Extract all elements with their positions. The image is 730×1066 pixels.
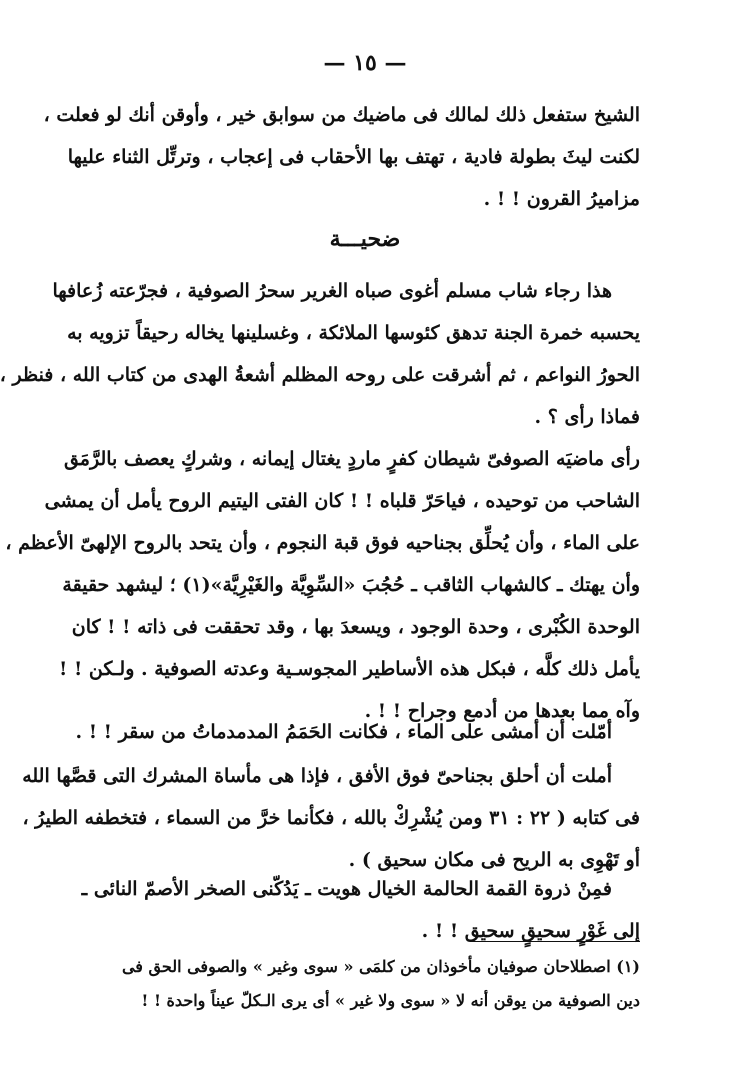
text-line: رأى ماضيَه الصوفىّ شيطان كفرٍ ماردٍ يغتال إيمانه ، وشركٍ يعصف بالرَّمَق bbox=[63, 448, 640, 470]
text-line: يحسبه خمرة الجنة تدهق كئوسها الملائكة ، وغسلينها يخاله رحيقاً تزويه به bbox=[67, 322, 640, 344]
text-line: هذا رجاء شاب مسلم أغوى صباه الغرير سحرُ الصوفية ، فجرّعته زُعافها bbox=[52, 280, 612, 302]
footnotes bbox=[60, 950, 640, 1018]
footnote-line: (١) اصطلاحان صوفيان مأخوذان من كلمَى « سوى وغير » والصوفى الحق فى bbox=[121, 957, 640, 976]
text-line: وأن يهتك ـ كالشهاب الثاقب ـ حُجُبَ «السِّوِيَّة والغَيْرِيَّة»(١) ؛ ليشهد حقيقة bbox=[62, 574, 640, 596]
text-line: أملت أن أحلق بجناحىّ فوق الأفق ، فإذا هى مأساة المشرك التى قصَّها الله bbox=[22, 765, 612, 787]
text-line: يأمل ذلك كلَّه ، فبكل هذه الأساطير المجوسـية وعدته الصوفية . ولـكن ! ! bbox=[58, 658, 640, 680]
text-line: الحورُ النواعم ، ثم أشرقت على روحه المظلم أشعةُ الهدى من كتاب الله ، فنظر ، bbox=[0, 364, 640, 386]
intro-paragraph bbox=[43, 94, 640, 220]
text-line: وآه مما بعدها من أدمع وجراح ! ! . bbox=[364, 700, 640, 722]
text-line: فى كتابه ( ٢٢ : ٣١ ومن يُشْرِكْ بالله ، فكأنما خرَّ من السماء ، فتخطفه الطيرُ ، bbox=[22, 807, 640, 829]
text-line: أمّلت أن أمشى على الماء ، فكانت الحَمَمُ المدمدماتُ من سقر ! ! . bbox=[75, 721, 612, 743]
text-line: لكنت ليثَ بطولة فادية ، تهتف بها الأحقاب فى إعجاب ، وترتِّل الثناء عليها bbox=[67, 146, 640, 168]
text-line: فمِنْ ذروة القمة الحالمة الخيال هويت ـ يَدُكّنى الصخر الأصمّ النائى ـ bbox=[81, 878, 612, 900]
text-line: على الماء ، وأن يُحلِّق بجناحيه فوق قبة النجوم ، وأن يتحد بالروح الإلهىّ الأعظم ، bbox=[5, 532, 640, 554]
paragraph-3 bbox=[75, 711, 640, 753]
text-line: الشيخ ستفعل ذلك لمالك فى ماضيك من سوابق خير ، وأوقن أنك لو فعلت ، bbox=[43, 104, 640, 126]
text-line: إلى غَوْرٍ سحيقٍ سحيق ! ! . bbox=[421, 920, 640, 942]
footnote-divider bbox=[470, 941, 640, 942]
section-title: ضحيـــة bbox=[329, 226, 401, 252]
paragraph-1 bbox=[0, 270, 640, 438]
paragraph-5 bbox=[80, 868, 640, 952]
text-line: أو تَهْوِى به الريح فى مكان سحيق ) . bbox=[348, 849, 640, 871]
paragraph-4 bbox=[22, 755, 640, 881]
page-number: — ١٥ — bbox=[323, 50, 407, 76]
text-line: الشاحب من توحيده ، فياحَرّ قلباه ! ! كان الفتى اليتيم الروح يأمل أن يمشى bbox=[44, 490, 640, 512]
text-line: الوحدة الكُبْرى ، وحدة الوجود ، ويسعدَ بها ، وقد تحققت فى ذاته ! ! كان bbox=[71, 616, 640, 638]
text-line: فماذا رأى ؟ . bbox=[534, 406, 640, 428]
footnote-line: دين الصوفية من يوقن أنه لا « سوى ولا غير » أى يرى الـكلّ عيناً واحدة ! ! bbox=[141, 991, 640, 1010]
text-line: مزاميرُ القرون ! ! . bbox=[483, 188, 640, 210]
